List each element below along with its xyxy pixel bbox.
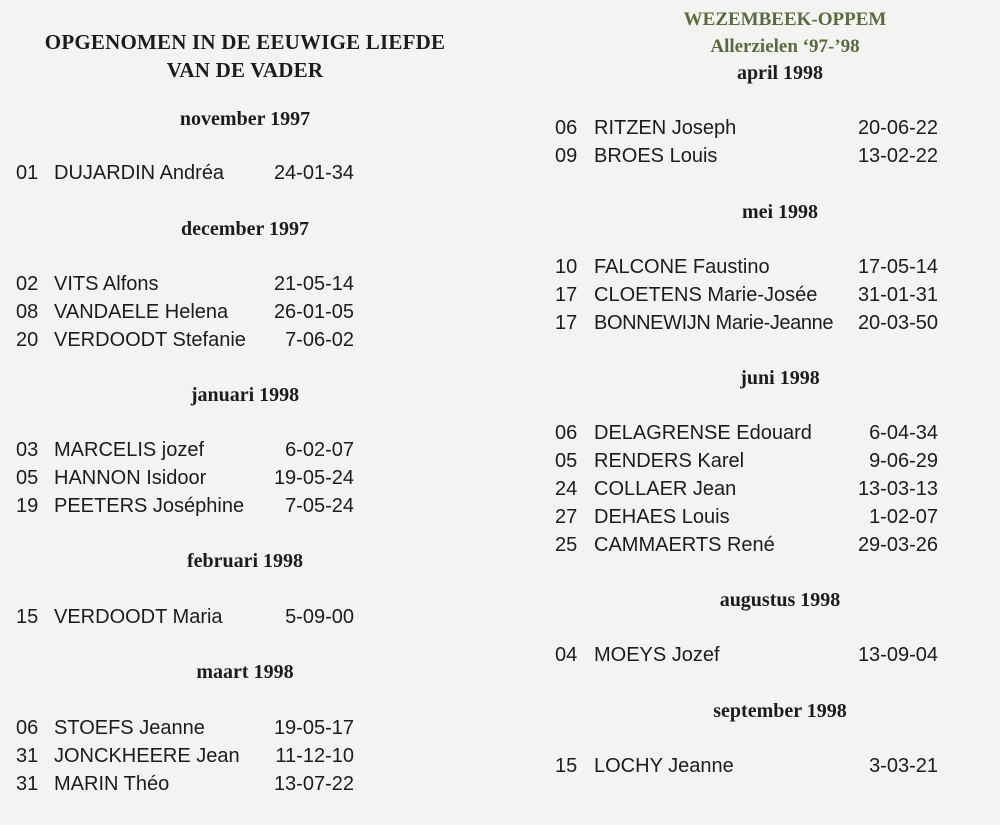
entry-birthdate: 3-03-21 (869, 755, 938, 777)
entry-day: 05 (16, 467, 39, 489)
entry-name: BROES Louis (594, 145, 718, 167)
entry-name: BONNEWIJN Marie-Jeanne (594, 312, 834, 334)
page-title-line-1: OPGENOMEN IN DE EEUWIGE LIEFDE (44, 30, 446, 54)
month-heading: mei 1998 (741, 201, 819, 223)
entry-birthdate: 20-06-22 (857, 117, 938, 139)
entry-birthdate: 13-09-04 (857, 644, 938, 666)
entry-name: DUJARDIN Andréa (54, 162, 225, 184)
entry-name: MARIN Théo (54, 773, 170, 795)
entry-day: 24 (555, 478, 578, 500)
entry-name: VERDOODT Maria (54, 606, 223, 628)
entry-birthdate: 24-01-34 (273, 162, 354, 184)
entry-name: VITS Alfons (54, 273, 159, 295)
entry-name: PEETERS Joséphine (54, 495, 245, 517)
entry-day: 06 (555, 117, 578, 139)
page-subtitle: Allerzielen ‘97-’98 (710, 36, 860, 57)
entry-day: 31 (16, 773, 39, 795)
entry-day: 03 (16, 439, 39, 461)
entry-day: 15 (16, 606, 39, 628)
month-heading: april 1998 (736, 62, 824, 84)
entry-name: CAMMAERTS René (594, 534, 775, 556)
month-heading: december 1997 (181, 218, 309, 240)
entry-day: 27 (555, 506, 578, 528)
entry-birthdate: 13-03-13 (857, 478, 938, 500)
entry-day: 17 (555, 312, 578, 334)
month-heading: augustus 1998 (719, 589, 841, 611)
entry-name: MARCELIS jozef (54, 439, 205, 461)
entry-name: DEHAES Louis (594, 506, 730, 528)
entry-birthdate: 6-04-34 (869, 422, 938, 444)
entry-day: 08 (16, 301, 39, 323)
page-title-line-2: VAN DE VADER (166, 58, 324, 82)
month-heading: maart 1998 (196, 661, 294, 683)
entry-day: 02 (16, 273, 39, 295)
entry-birthdate: 13-07-22 (273, 773, 354, 795)
entry-day: 17 (555, 284, 578, 306)
entry-day: 06 (555, 422, 578, 444)
entry-name: JONCKHEERE Jean (54, 745, 240, 767)
entry-birthdate: 9-06-29 (869, 450, 938, 472)
entry-birthdate: 21-05-14 (273, 273, 354, 295)
month-heading: september 1998 (713, 700, 847, 722)
entry-name: HANNON Isidoor (54, 467, 207, 489)
month-heading: juni 1998 (740, 367, 820, 389)
entry-birthdate: 26-01-05 (273, 301, 354, 323)
entry-name: DELAGRENSE Edouard (594, 422, 812, 444)
entry-day: 09 (555, 145, 578, 167)
entry-name: RITZEN Joseph (594, 117, 737, 139)
entry-name: STOEFS Jeanne (54, 717, 205, 739)
month-heading: januari 1998 (190, 384, 300, 406)
entry-birthdate: 7-05-24 (285, 495, 354, 517)
entry-day: 06 (16, 717, 39, 739)
entry-name: COLLAER Jean (594, 478, 737, 500)
entry-birthdate: 19-05-24 (273, 467, 354, 489)
entry-day: 15 (555, 755, 578, 777)
entry-birthdate: 5-09-00 (285, 606, 354, 628)
entry-day: 31 (16, 745, 39, 767)
entry-birthdate: 11-12-10 (275, 745, 354, 767)
month-heading: november 1997 (179, 108, 311, 130)
entry-birthdate: 31-01-31 (857, 284, 938, 306)
entry-name: VANDAELE Helena (54, 301, 229, 323)
entry-day: 19 (16, 495, 39, 517)
parish-name: WEZEMBEEK-OPPEM (683, 9, 887, 30)
entry-birthdate: 7-06-02 (285, 329, 354, 351)
entry-name: CLOETENS Marie-Josée (594, 284, 818, 306)
entry-day: 04 (555, 644, 578, 666)
entry-name: MOEYS Jozef (594, 644, 720, 666)
month-heading: februari 1998 (186, 550, 304, 572)
entry-day: 10 (555, 256, 578, 278)
entry-birthdate: 29-03-26 (857, 534, 938, 556)
entry-name: RENDERS Karel (594, 450, 745, 472)
entry-day: 01 (16, 162, 39, 184)
entry-birthdate: 6-02-07 (285, 439, 354, 461)
entry-name: VERDOODT Stefanie (54, 329, 246, 351)
entry-name: LOCHY Jeanne (594, 755, 734, 777)
entry-day: 20 (16, 329, 39, 351)
entry-birthdate: 20-03-50 (857, 312, 938, 334)
entry-day: 25 (555, 534, 578, 556)
entry-birthdate: 13-02-22 (857, 145, 938, 167)
entry-name: FALCONE Faustino (594, 256, 770, 278)
entry-birthdate: 19-05-17 (273, 717, 354, 739)
entry-birthdate: 1-02-07 (869, 506, 938, 528)
entry-birthdate: 17-05-14 (857, 256, 938, 278)
entry-day: 05 (555, 450, 578, 472)
